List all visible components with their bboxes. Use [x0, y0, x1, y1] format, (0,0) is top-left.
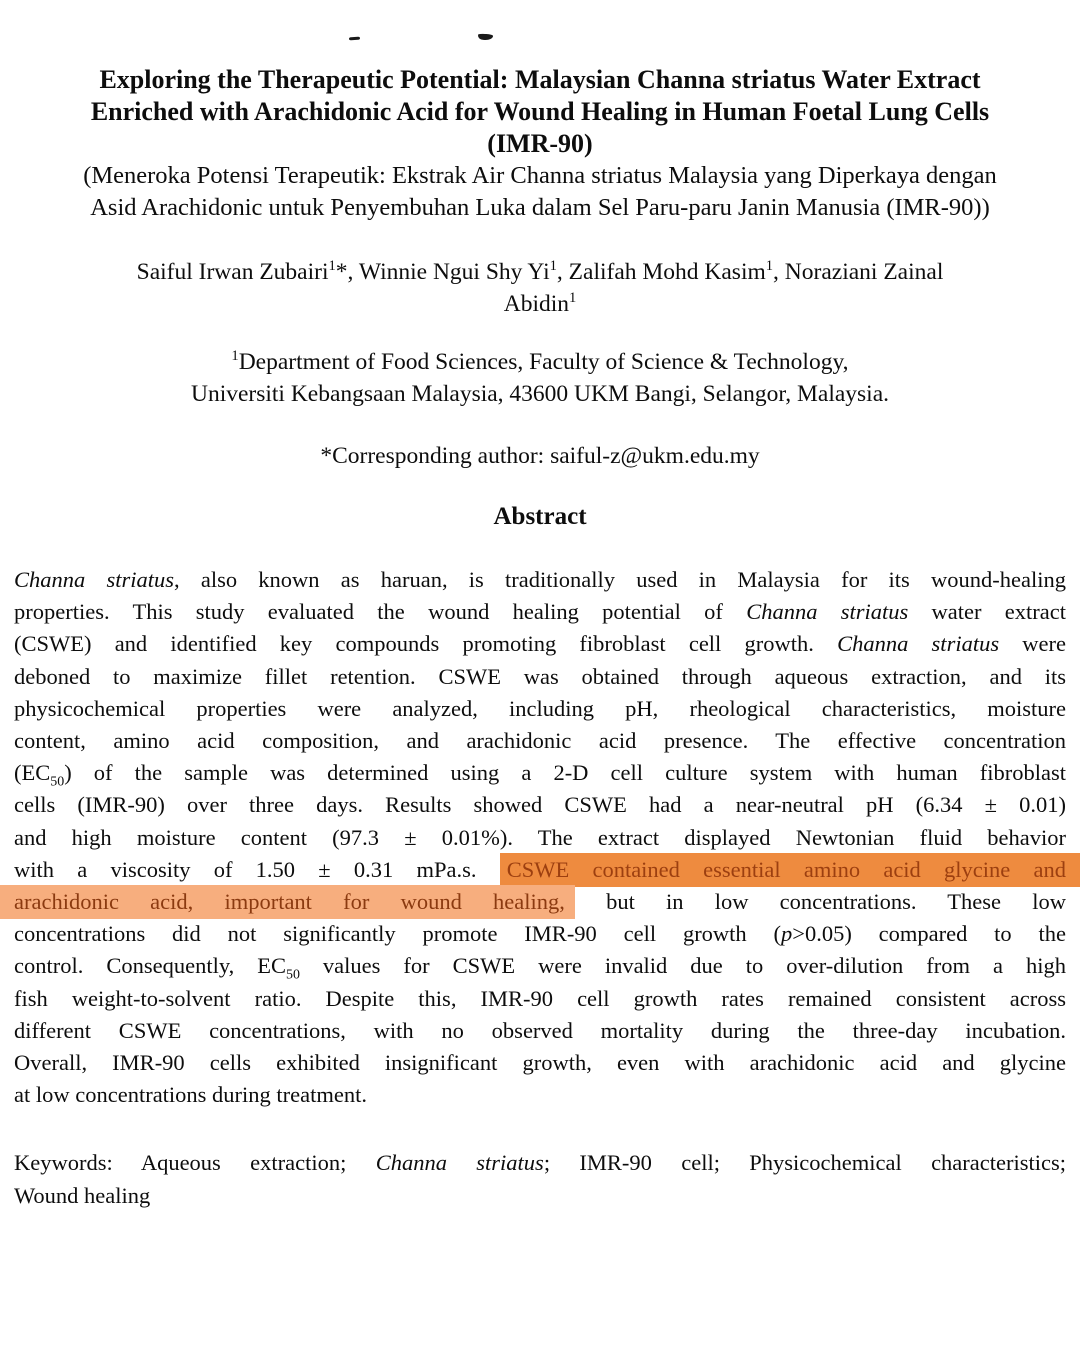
paper-title-english	[14, 64, 1066, 160]
abstract-line: (CSWE) and identified key compounds promoting fibroblast cell growth. Channa striatus were	[14, 631, 1066, 657]
affiliation-line: $^1$Department of Food Sciences, Faculty of Science & Technology,	[231, 348, 849, 375]
abstract-line: and high moisture content (97.3 ± 0.01%). The extract displayed Newtonian fluid behavior	[14, 824, 1066, 850]
abstract-line: arachidonic acid, important for wound healing, but in low concentrations. These low	[14, 886, 1066, 918]
paper-title-line: Exploring the Therapeutic Potential: Malaysian Channa striatus Water Extract	[99, 65, 981, 94]
abstract-line: properties. This study evaluated the wound healing potential of Channa striatus water extract	[14, 599, 1067, 625]
abstract-line: $(EC_{50})$ of the sample was determined using a 2-D cell culture system with human fibroblast	[14, 760, 1066, 790]
affiliation	[14, 346, 1066, 410]
affiliation-line: Universiti Kebangsaan Malaysia, 43600 UKM Bangi, Selangor, Malaysia.	[190, 381, 890, 407]
paper-title-line: (IMR-90)	[487, 129, 593, 158]
abstract-line: with a viscosity of 1.50 ± 0.31 mPa.s. CSWE contained essential amino acid glycine and	[14, 854, 1066, 886]
corresponding-author: *Corresponding author: saiful-z@ukm.edu.my	[320, 443, 760, 469]
highlighted-text: arachidonic acid, important for wound healing,	[0, 885, 575, 919]
author-line: Saiful Irwan Zubairi$^1$*, Winnie Ngui Shy Yi$^1$, Zalifah Mohd Kasim$^1$, Noraziani Zainal	[136, 258, 944, 285]
paper-title-line: (Meneroka Potensi Terapeutik: Ekstrak Air Channa striatus Malaysia yang Diperkaya dengan	[83, 162, 997, 189]
abstract-line: concentrations did not significantly promote IMR-90 cell growth (p>0.05) compared to the	[14, 921, 1067, 947]
author-list	[14, 256, 1066, 320]
paper-title-line: Enriched with Arachidonic Acid for Wound Healing in Human Foetal Lung Cells	[90, 97, 990, 126]
paper-title-malay	[14, 160, 1066, 224]
keywords-line: Wound healing	[14, 1182, 151, 1208]
abstract-line: deboned to maximize fillet retention. CSWE was obtained through aqueous extraction, and its	[14, 663, 1066, 689]
abstract-heading: Abstract	[493, 503, 587, 530]
abstract-line: control. Consequently, $EC_{50}$ values for CSWE were invalid due to over-dilution from a high	[14, 953, 1066, 983]
keywords	[14, 1147, 1066, 1211]
cropped-text-fragment	[478, 34, 493, 41]
cropped-text-fragment	[349, 37, 360, 41]
paper-title-line: Asid Arachidonic untuk Penyembuhan Luka dalam Sel Paru-paru Janin Manusia (IMR-90))	[90, 194, 990, 221]
abstract-line: Channa striatus, also known as haruan, is traditionally used in Malaysia for its wound-healing	[14, 567, 1066, 592]
abstract-line: Overall, IMR-90 cells exhibited insignificant growth, even with arachidonic acid and glycine	[14, 1050, 1066, 1076]
abstract-line: cells (IMR-90) over three days. Results showed CSWE had a near-neutral pH (6.34 ± 0.01)	[14, 792, 1066, 818]
abstract-paragraph	[14, 564, 1066, 1111]
author-line: Abidin$^1$	[503, 290, 577, 317]
highlighted-text: CSWE contained essential amino acid glycine and	[500, 853, 1080, 887]
abstract-line: at low concentrations during treatment.	[14, 1082, 368, 1108]
abstract-line: physicochemical properties were analyzed, including pH, rheological characteristics, moisture	[14, 695, 1066, 721]
keywords-line: Keywords: Aqueous extraction; Channa striatus; IMR-90 cell; Physicochemical characteristics;	[14, 1150, 1066, 1176]
abstract-line: different CSWE concentrations, with no observed mortality during the three-day incubation.	[14, 1017, 1066, 1043]
abstract-line: fish weight-to-solvent ratio. Despite this, IMR-90 cell growth rates remained consistent across	[14, 985, 1066, 1011]
abstract-line: content, amino acid composition, and arachidonic acid presence. The effective concentration	[14, 728, 1066, 754]
